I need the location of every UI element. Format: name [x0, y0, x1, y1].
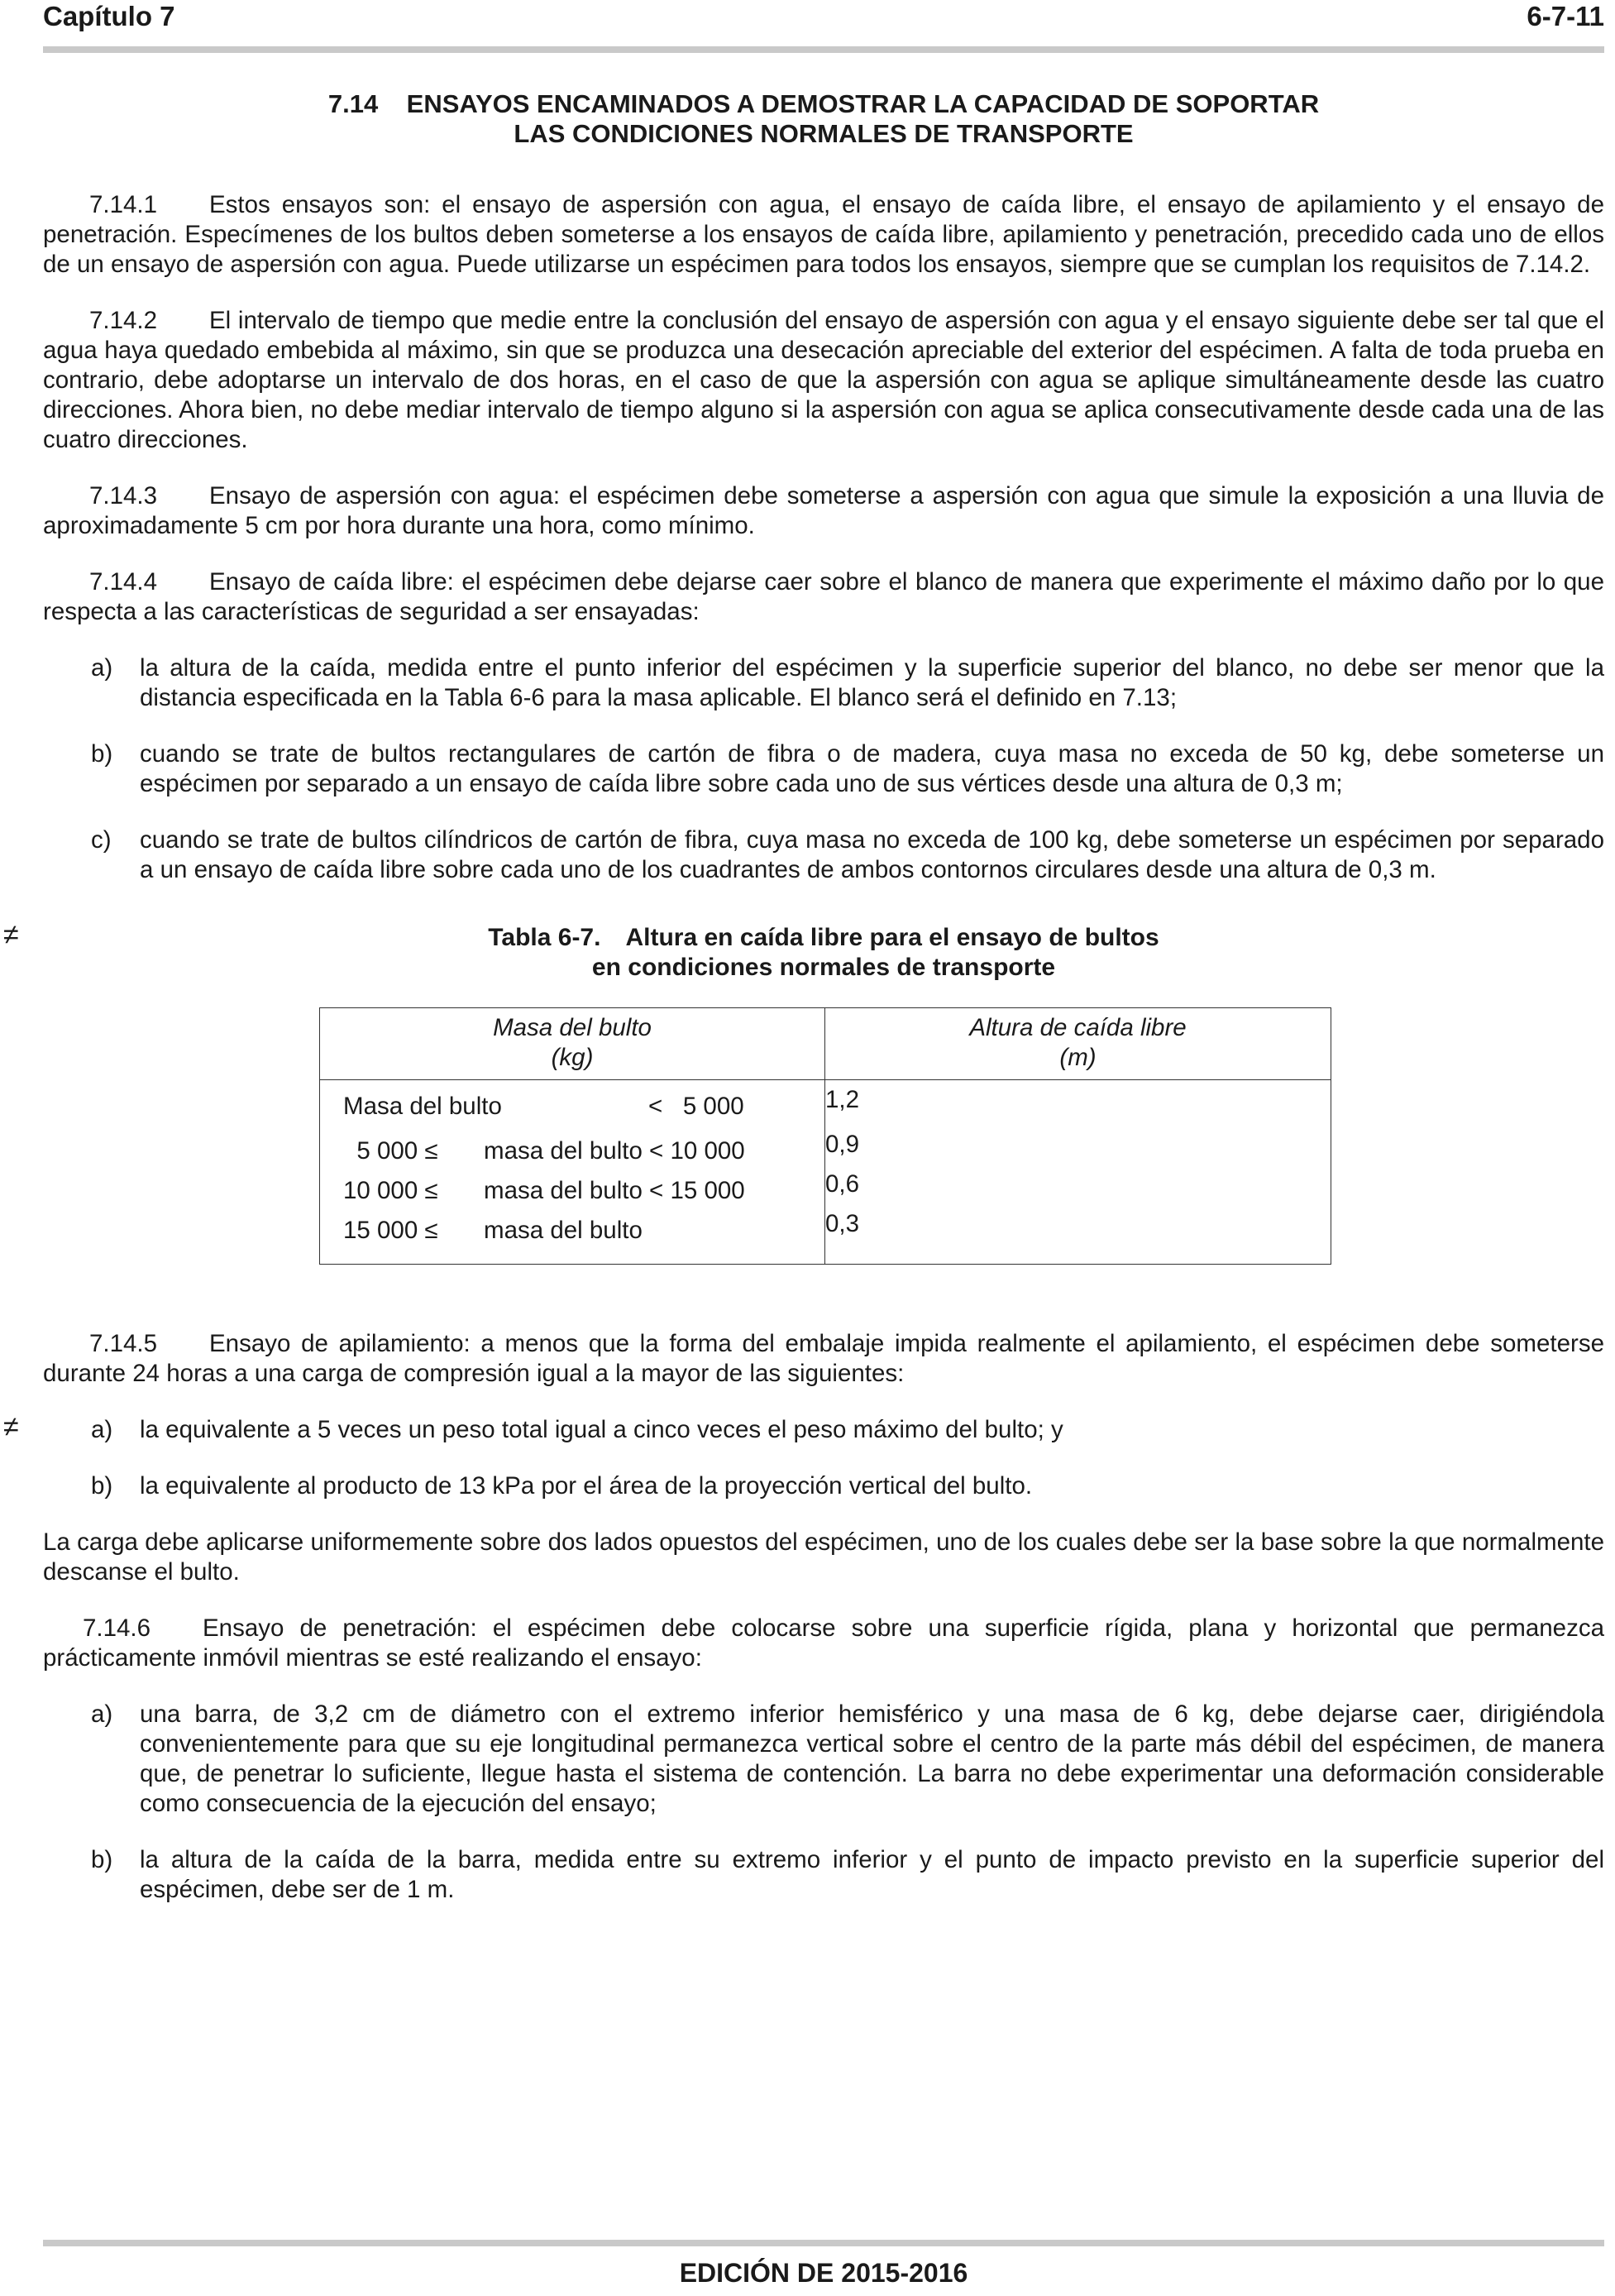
- table-cell-mass: [320, 1080, 825, 1131]
- list-item-label: b): [91, 1472, 113, 1500]
- list-item: [3, 1411, 1604, 1445]
- chapter-label: Capítulo 7: [43, 1, 175, 31]
- paragraph-7-14-3: [43, 481, 1604, 541]
- edition-footer: EDICIÓN DE 2015-2016: [679, 2258, 968, 2288]
- list-item: [43, 1700, 1604, 1819]
- page-header: [43, 2, 1604, 36]
- table-block: [3, 919, 1604, 1265]
- list-item: [43, 825, 1604, 885]
- list-item-label: a): [91, 654, 113, 682]
- height-value: 1,2: [825, 1086, 860, 1113]
- paragraph-number: 7.14.2: [89, 307, 158, 334]
- paragraph-number: 7.14.6: [83, 1614, 151, 1642]
- paragraph-text: Ensayo de penetración: el espécimen debe colocarse sobre una superficie rígida, plana y horizontal que permanezca prácticamente inmóvil mientras se esté realizando el ensayo:: [43, 1614, 1604, 1672]
- list-item: [43, 653, 1604, 713]
- list-item-label: a): [91, 1416, 113, 1443]
- list-item: [43, 1471, 1604, 1501]
- change-mark-icon: ≠: [3, 1411, 19, 1442]
- paragraph-7-14-2: [43, 306, 1604, 455]
- table-caption-line1: Altura en caída libre para el ensayo de bultos: [625, 924, 1159, 951]
- change-mark-icon: ≠: [3, 919, 19, 950]
- section-title-line1: 7.14 ENSAYOS ENCAMINADOS A DEMOSTRAR LA CAPACIDAD DE SOPORTAR: [327, 89, 1320, 118]
- column-header-unit: (m): [1059, 1044, 1097, 1071]
- page-body: [3, 89, 1604, 1931]
- column-header-height: [825, 1008, 1331, 1080]
- paragraph-number: 7.14.1: [89, 191, 158, 218]
- list-item-label: a): [91, 1700, 113, 1728]
- paragraph-number: 7.14.5: [89, 1330, 158, 1357]
- table-caption-label: Tabla 6-7.: [488, 924, 601, 951]
- mass-lower: Masa del bulto: [343, 1093, 502, 1120]
- column-header-mass: [320, 1008, 825, 1080]
- paragraph-text: Ensayo de apilamiento: a menos que la forma del embalaje impida realmente el apilamiento, el espécimen debe someterse durante 24 horas a una carga de compresión igual a la mayor de las siguientes:: [43, 1330, 1604, 1387]
- mass-range: masa del bulto < 15 000: [484, 1177, 745, 1204]
- table-cell-height: [825, 1170, 1331, 1209]
- height-value: 0,9: [825, 1131, 860, 1158]
- table-header-row: [320, 1008, 1331, 1080]
- paragraph-7-14-5: [43, 1329, 1604, 1389]
- list-item-label: c): [91, 826, 112, 854]
- list-item-text: cuando se trate de bultos rectangulares de cartón de fibra o de madera, cuya masa no exceda de 50 kg, debe someterse un espécimen por separado a un ensayo de caída libre sobre cada uno de sus vértices desde una altura de 0,3 m;: [140, 740, 1604, 797]
- paragraph-7-14-6: [43, 1614, 1604, 1673]
- paragraph-number: 7.14.3: [89, 482, 158, 509]
- column-header-text: Altura de caída libre: [969, 1014, 1187, 1041]
- mass-range: masa del bulto: [484, 1217, 643, 1244]
- section-title: [43, 89, 1604, 149]
- height-value: 0,3: [825, 1210, 860, 1237]
- table-row: [320, 1209, 1331, 1265]
- list-item-text: la equivalente al producto de 13 kPa por el área de la proyección vertical del bulto.: [140, 1472, 1033, 1500]
- mass-range: < 5 000: [648, 1093, 744, 1120]
- mass-lower: 15 000 ≤: [343, 1217, 438, 1244]
- table-caption: [43, 923, 1604, 983]
- list-item-label: b): [91, 740, 113, 768]
- list-item-text: una barra, de 3,2 cm de diámetro con el extremo inferior hemisférico y una masa de 6 kg, debe dejarse caer, dirigiéndola convenientemente para que su eje longitudinal permanezca vertical sobre el centro de la parte más débil del espécimen, de manera que, de penetrar lo suficiente, llegue hasta el sistema de contención. La barra no debe experimentar una deformación considerable como consecuencia de la ejecución del ensayo;: [140, 1700, 1604, 1817]
- paragraph-number: 7.14.4: [89, 568, 158, 596]
- paragraph-text: Ensayo de caída libre: el espécimen debe dejarse caer sobre el blanco de manera que experimente el máximo daño por lo que respecta a las características de seguridad a ser ensayadas:: [43, 568, 1604, 625]
- list-item-text: la altura de la caída, medida entre el punto inferior del espécimen y la superficie superior del blanco, no debe ser menor que la distancia especificada en la Tabla 6-6 para la masa aplicable. El blanco será el definido en 7.13;: [140, 654, 1604, 711]
- column-header-unit: (kg): [551, 1044, 594, 1071]
- list-item: [43, 1845, 1604, 1905]
- height-value: 0,6: [825, 1170, 860, 1198]
- table-cell-mass: [320, 1209, 825, 1265]
- table-row: [320, 1170, 1331, 1209]
- table-cell-height: [825, 1130, 1331, 1170]
- table-caption-line2: en condiciones normales de transporte: [591, 954, 1056, 981]
- list-item-label: b): [91, 1846, 113, 1873]
- paragraph-7-14-1: [43, 190, 1604, 280]
- paragraph-load: La carga debe aplicarse uniformemente sobre dos lados opuestos del espécimen, uno de los cuales debe ser la base sobre la que normalmente descanse el bulto.: [43, 1528, 1604, 1586]
- table-cell-height: [825, 1080, 1331, 1131]
- table-cell-height: [825, 1209, 1331, 1265]
- footer-rule: [43, 2240, 1604, 2246]
- table-cell-mass: [320, 1170, 825, 1209]
- drop-height-table: [319, 1007, 1331, 1265]
- paragraph-text: Ensayo de aspersión con agua: el espécimen debe someterse a aspersión con agua que simule la exposición a una lluvia de aproximadamente 5 cm por hora durante una hora, como mínimo.: [43, 482, 1604, 539]
- header-rule: [43, 46, 1604, 53]
- table-row: [320, 1130, 1331, 1170]
- mass-lower: 10 000 ≤: [343, 1177, 438, 1204]
- list-item-text: la altura de la caída de la barra, medida entre su extremo inferior y el punto de impacto previsto en la superficie superior del espécimen, debe ser de 1 m.: [140, 1846, 1604, 1903]
- page-number: 6-7-11: [1527, 1, 1604, 31]
- column-header-text: Masa del bulto: [493, 1014, 652, 1041]
- paragraph-7-14-4: [43, 567, 1604, 627]
- table-cell-mass: [320, 1130, 825, 1170]
- mass-range: masa del bulto < 10 000: [484, 1137, 745, 1165]
- list-item-text: la equivalente a 5 veces un peso total igual a cinco veces el peso máximo del bulto; y: [140, 1416, 1063, 1443]
- list-item-text: cuando se trate de bultos cilíndricos de cartón de fibra, cuya masa no exceda de 100 kg, debe someterse un espécimen por separado a un ensayo de caída libre sobre cada uno de los cuadrantes de ambos contornos circulares desde una altura de 0,3 m.: [140, 826, 1604, 883]
- table-row: [320, 1080, 1331, 1131]
- list-item: [43, 739, 1604, 799]
- mass-lower: 5 000 ≤: [343, 1137, 438, 1165]
- paragraph-text: Estos ensayos son: el ensayo de aspersión con agua, el ensayo de caída libre, el ensayo de apilamiento y el ensayo de penetración. Especímenes de los bultos deben someterse a los ensayos de caída libre, apilamiento y penetración, precedido cada uno de ellos de un ensayo de aspersión con agua. Puede utilizarse un espécimen para todos los ensayos, siempre que se cumplan los requisitos de 7.14.2.: [43, 191, 1604, 278]
- section-title-line2: LAS CONDICIONES NORMALES DE TRANSPORTE: [514, 119, 1134, 148]
- paragraph-text: El intervalo de tiempo que medie entre la conclusión del ensayo de aspersión con agua y el ensayo siguiente debe ser tal que el agua haya quedado embebida al máximo, sin que se produzca una desecación apreciable del exterior del espécimen. A falta de toda prueba en contrario, debe adoptarse un intervalo de dos horas, en el caso de que la aspersión con agua se aplique simultáneamente desde las cuatro direcciones. Ahora bien, no debe mediar intervalo de tiempo alguno si la aspersión con agua se aplica consecutivamente desde cada una de las cuatro direcciones.: [43, 307, 1604, 453]
